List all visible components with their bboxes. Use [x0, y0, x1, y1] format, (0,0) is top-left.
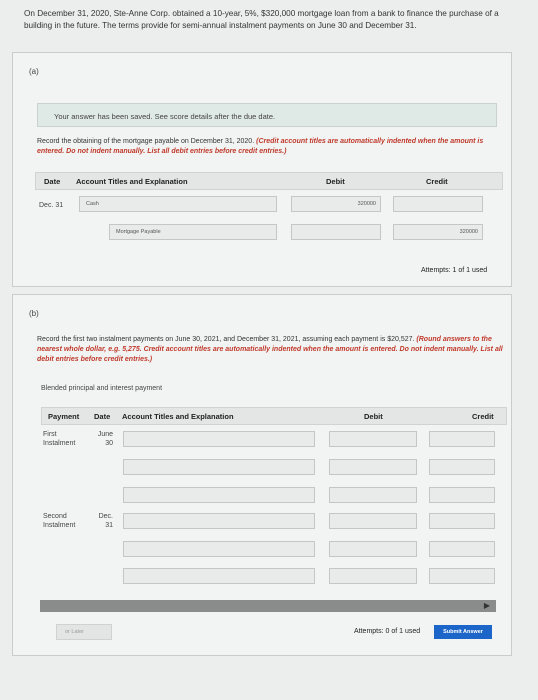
first-row1-debit-input[interactable]	[329, 431, 417, 447]
first-date-line2: 30	[105, 440, 113, 447]
second-instalment-line1: Second	[43, 513, 67, 520]
part-a-table-header	[35, 172, 503, 190]
header-date: Date	[44, 177, 61, 186]
header-debit-b: Debit	[364, 412, 383, 421]
problem-intro: On December 31, 2020, Ste-Anne Corp. obtained a 10-year, 5%, $320,000 mortgage loan from a bank to finance the purchase of a building in the future. The terms provide for semi-annual instalment payments on June 30 and December 31.	[24, 9, 499, 30]
first-date-line1: June	[97, 431, 113, 438]
first-row3-credit-input[interactable]	[429, 487, 495, 503]
horizontal-scrollbar[interactable]	[40, 600, 496, 612]
row1-credit-input[interactable]	[393, 196, 483, 212]
first-row3-debit-input[interactable]	[329, 487, 417, 503]
first-row2-account-input[interactable]	[123, 459, 315, 475]
submit-answer-button[interactable]: Submit Answer	[434, 625, 492, 639]
row1-debit-input[interactable]: 320000	[291, 196, 381, 212]
first-row3-account-input[interactable]	[123, 487, 315, 503]
row2-account-input[interactable]: Mortgage Payable	[109, 224, 277, 240]
second-row1-credit-input[interactable]	[429, 513, 495, 529]
second-row1-debit-input[interactable]	[329, 513, 417, 529]
part-b-sublabel: Blended principal and interest payment	[41, 385, 163, 392]
part-a-panel	[12, 52, 512, 287]
header-account-b: Account Titles and Explanation	[122, 412, 234, 421]
first-row1-credit-input[interactable]	[429, 431, 495, 447]
part-a-attempts: Attempts: 1 of 1 used	[421, 267, 488, 274]
second-row2-debit-input[interactable]	[329, 541, 417, 557]
second-instalment-date	[95, 512, 113, 530]
first-instalment-line1: First	[43, 431, 57, 438]
save-later-button[interactable]: or Later	[56, 624, 112, 640]
header-debit: Debit	[326, 177, 345, 186]
part-b-instruction	[37, 335, 507, 365]
row2-credit-input[interactable]: 320000	[393, 224, 483, 240]
second-instalment-line2: Instalment	[43, 522, 76, 529]
part-b-instruction-text: Record the first two instalment payments on June 30, 2021, and December 31, 2021, assuming each payment is $20,527.	[37, 336, 415, 343]
part-a-instruction-text: Record the obtaining of the mortgage payable on December 31, 2020.	[37, 138, 255, 145]
part-a-instruction-note: (Credit account titles are automatically indented when the amount is entered. Do not indent manually. List all debit entries before credit entries.)	[37, 138, 484, 155]
first-row2-debit-input[interactable]	[329, 459, 417, 475]
part-b-table-header	[41, 407, 507, 425]
header-date-b: Date	[94, 412, 111, 421]
second-row3-debit-input[interactable]	[329, 568, 417, 584]
part-b-label: (b)	[29, 309, 39, 318]
second-date-line2: 31	[105, 522, 113, 529]
saved-message: Your answer has been saved. See score details after the due date.	[37, 103, 497, 127]
second-row3-credit-input[interactable]	[429, 568, 495, 584]
second-row2-account-input[interactable]	[123, 541, 315, 557]
row1-account-input[interactable]: Cash	[79, 196, 277, 212]
second-row3-account-input[interactable]	[123, 568, 315, 584]
header-credit: Credit	[426, 177, 448, 186]
first-instalment-date	[95, 430, 113, 448]
scroll-right-arrow-icon[interactable]: ▶	[483, 601, 491, 610]
first-instalment-line2: Instalment	[43, 440, 76, 447]
second-instalment-label	[43, 512, 75, 530]
row1-date: Dec. 31	[39, 202, 64, 209]
row2-debit-input[interactable]	[291, 224, 381, 240]
second-row1-account-input[interactable]	[123, 513, 315, 529]
header-payment: Payment	[48, 412, 80, 421]
second-date-line1: Dec.	[98, 513, 113, 520]
part-b-instruction-note: (Round answers to the nearest whole dollar, e.g. 5,275. Credit account titles are automatically indented when the amount is entered. Do not indent manually. List all debit entries before credit entries.)	[37, 336, 503, 363]
header-credit-b: Credit	[472, 412, 494, 421]
part-a-instruction	[37, 137, 507, 157]
first-row1-account-input[interactable]	[123, 431, 315, 447]
first-instalment-label	[43, 430, 75, 448]
second-row2-credit-input[interactable]	[429, 541, 495, 557]
first-row2-credit-input[interactable]	[429, 459, 495, 475]
part-a-label: (a)	[29, 67, 39, 76]
part-b-attempts: Attempts: 0 of 1 used	[354, 628, 421, 635]
header-account: Account Titles and Explanation	[76, 177, 188, 186]
